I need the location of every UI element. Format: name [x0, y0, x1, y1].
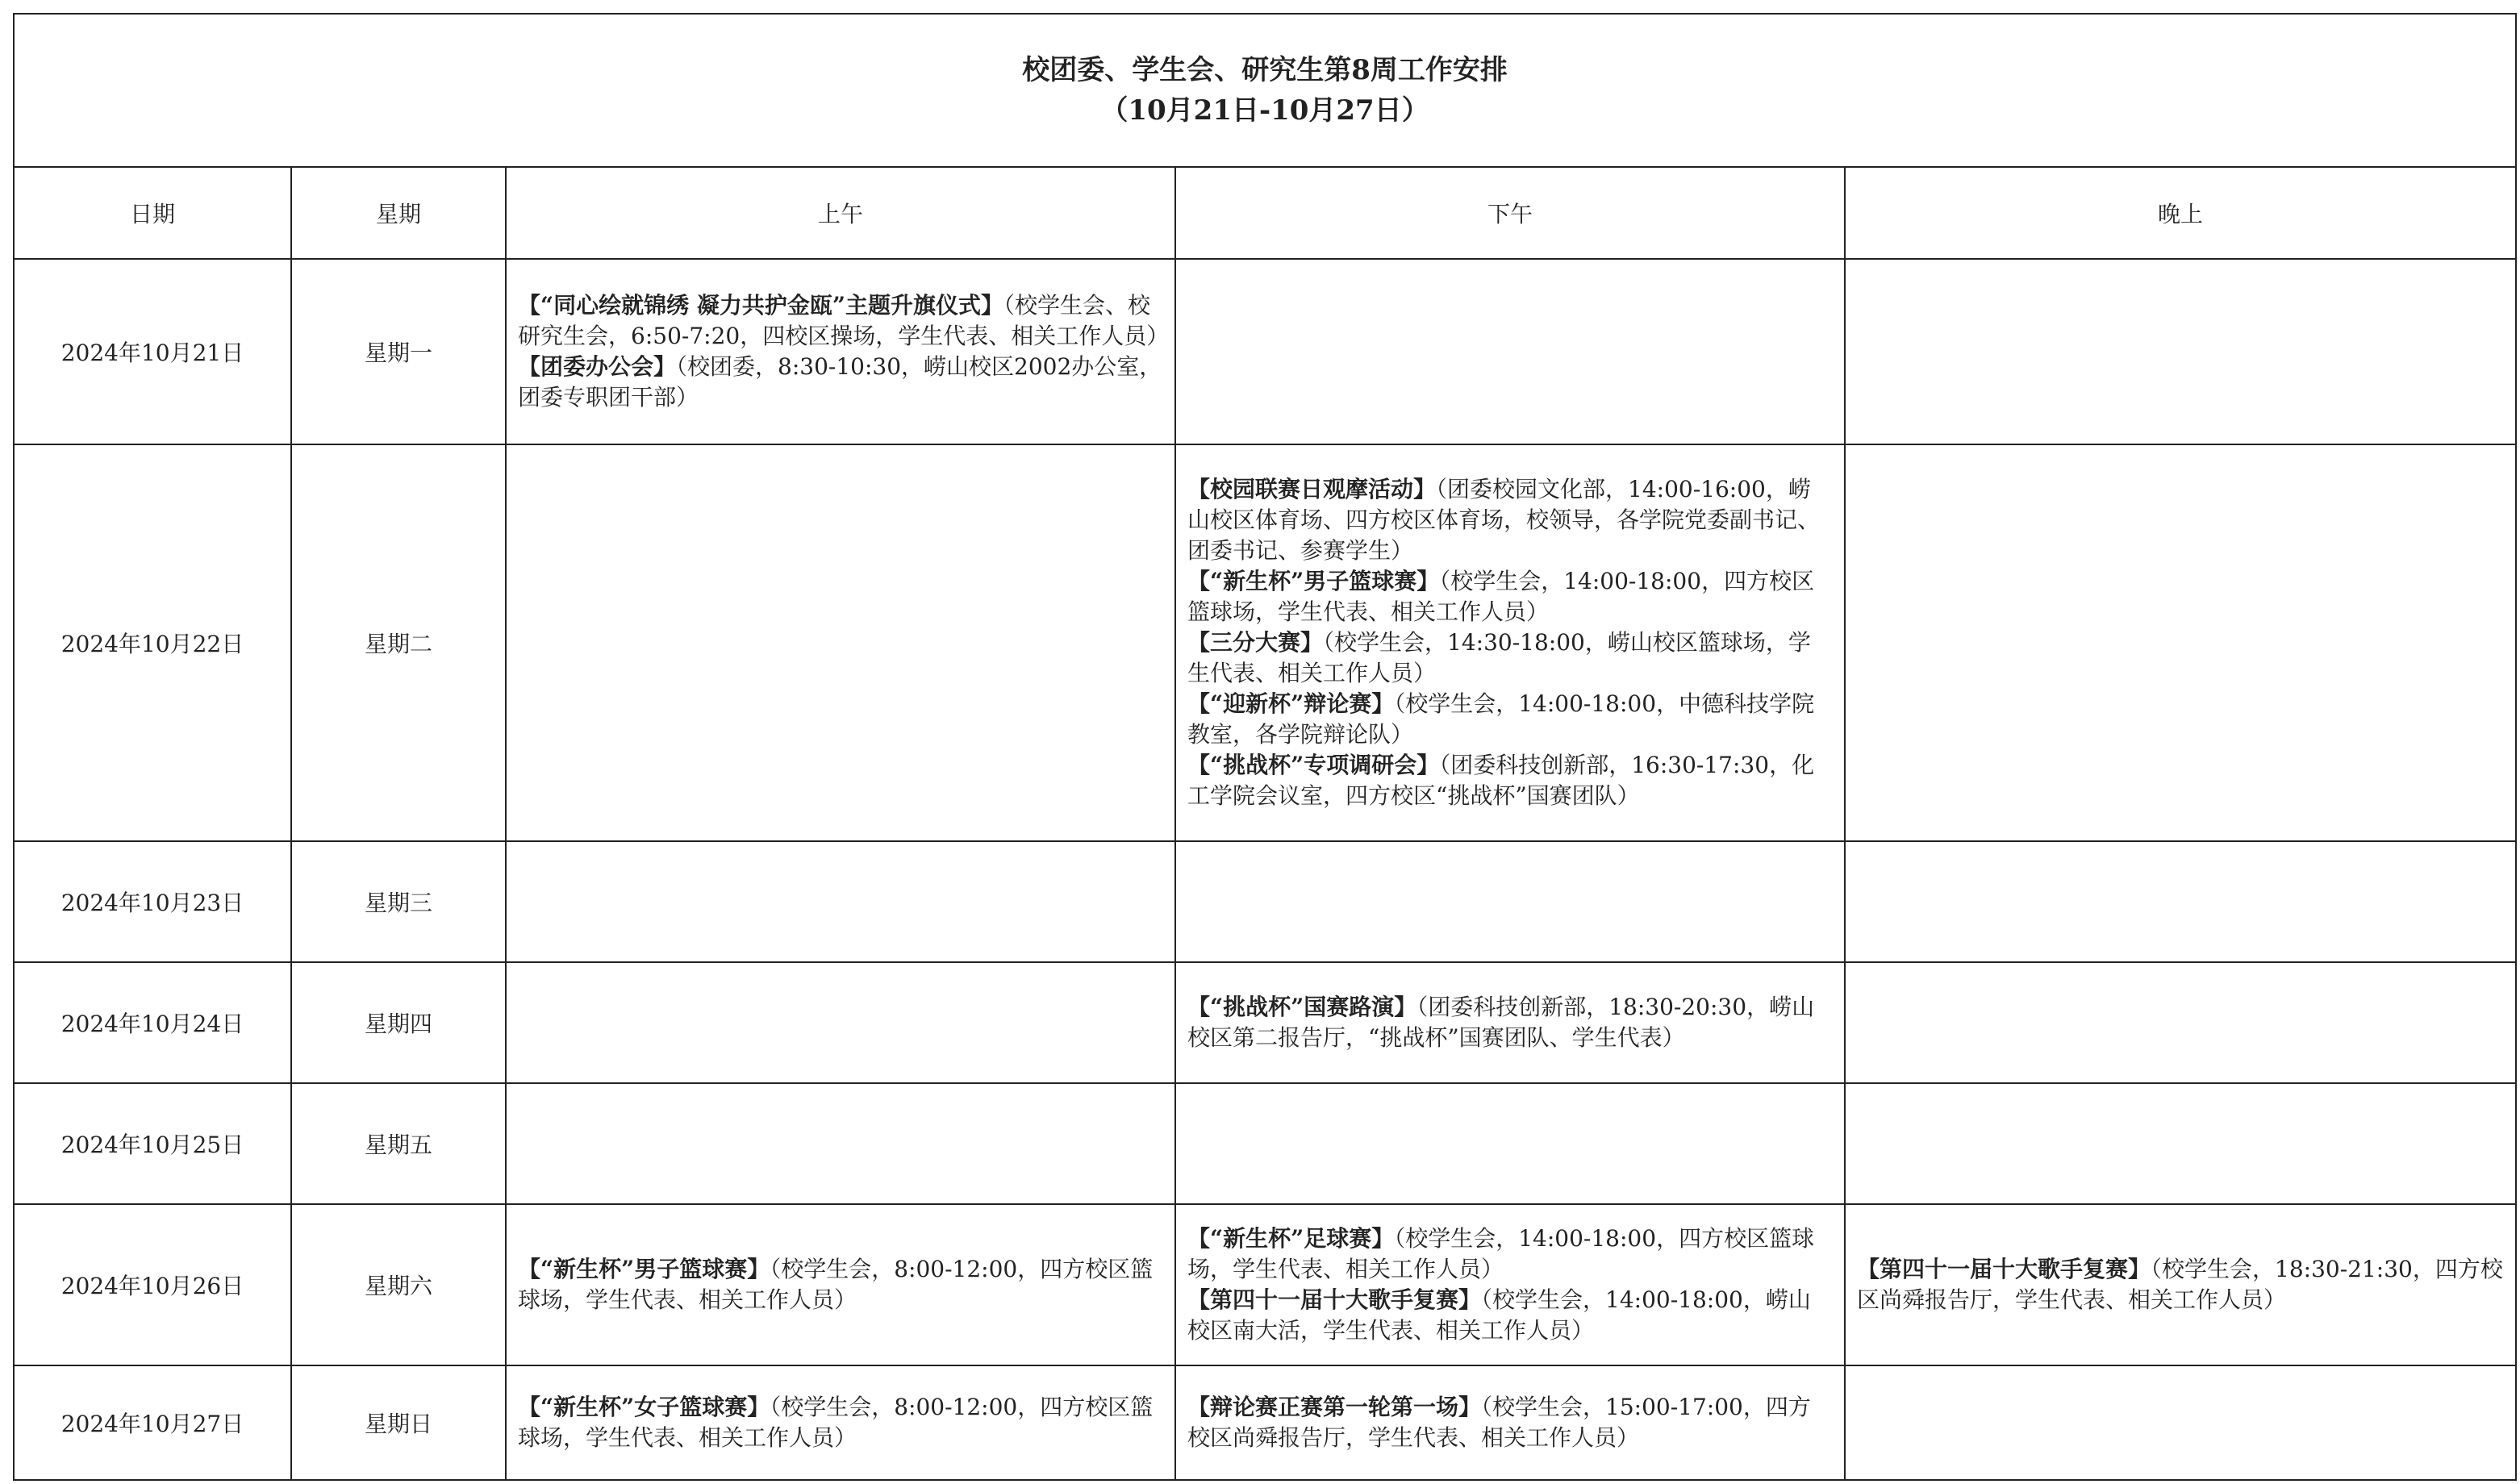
event-entry — [1187, 1223, 1833, 1285]
event-entry — [518, 290, 1170, 352]
event-entry — [1857, 1254, 2504, 1315]
event-detail: （校学生会，14:00-18:00，中德科技学院教室，各学院辩论队） — [1187, 690, 1815, 748]
title-cell — [14, 14, 2516, 167]
schedule-table — [13, 13, 2517, 1481]
event-name: 【“新生杯”足球赛】 — [1187, 1225, 1395, 1252]
morning-cell — [506, 1204, 1175, 1365]
event-name: 【辩论赛正赛第一轮第一场】 — [1187, 1394, 1482, 1420]
date-cell: 2024年10月23日 — [14, 841, 291, 962]
event-detail: （校学生会，18:30-21:30，四方校区尚舜报告厅，学生代表、相关工作人员） — [1857, 1256, 2503, 1313]
afternoon-cell — [1175, 444, 1845, 841]
event-entry — [1187, 750, 1833, 811]
event-name: 【“新生杯”男子篮球赛】 — [1187, 568, 1440, 594]
evening-cell — [1845, 259, 2516, 444]
evening-cell — [1845, 1083, 2516, 1204]
event-name: 【三分大赛】 — [1187, 629, 1324, 656]
morning-cell — [506, 962, 1175, 1083]
event-name: 【第四十一届十大歌手复赛】 — [1187, 1286, 1482, 1313]
date-cell: 2024年10月22日 — [14, 444, 291, 841]
morning-cell — [506, 259, 1175, 444]
event-entry — [518, 1392, 1163, 1453]
weekday-cell: 星期四 — [291, 962, 506, 1083]
event-detail: （校学生会，8:00-12:00，四方校区篮球场，学生代表、相关工作人员） — [518, 1394, 1154, 1451]
weekday-cell: 星期二 — [291, 444, 506, 841]
afternoon-cell — [1175, 841, 1845, 962]
evening-cell — [1845, 1365, 2516, 1480]
afternoon-cell — [1175, 1365, 1845, 1480]
event-entry — [1187, 992, 1833, 1053]
event-detail: （校团委，8:30-10:30，崂山校区2002办公室，团委专职团干部） — [518, 353, 1162, 411]
event-detail: （团委科技创新部，18:30-20:30，崂山校区第二报告厅，“挑战杯”国赛团队、学生代表） — [1187, 994, 1815, 1051]
header-afternoon: 下午 — [1175, 167, 1845, 259]
evening-cell — [1845, 962, 2516, 1083]
evening-cell — [1845, 841, 2516, 962]
date-cell: 2024年10月26日 — [14, 1204, 291, 1365]
table-row — [14, 259, 2516, 444]
afternoon-cell — [1175, 259, 1845, 444]
header-weekday: 星期 — [291, 167, 506, 259]
afternoon-cell — [1175, 962, 1845, 1083]
event-entry — [1187, 627, 1833, 689]
table-row — [14, 841, 2516, 962]
header-evening: 晚上 — [1845, 167, 2516, 259]
header-morning: 上午 — [506, 167, 1175, 259]
evening-cell — [1845, 1204, 2516, 1365]
date-cell: 2024年10月21日 — [14, 259, 291, 444]
date-cell: 2024年10月27日 — [14, 1365, 291, 1480]
date-range: （10月21日-10月27日） — [1100, 94, 1429, 127]
event-name: 【第四十一届十大歌手复赛】 — [1857, 1256, 2151, 1282]
event-name: 【团委办公会】 — [518, 353, 677, 380]
event-detail: （校学生会，14:30-18:00，崂山校区篮球场，学生代表、相关工作人员） — [1187, 629, 1811, 686]
event-name: 【“同心绘就锦绣 凝力共护金瓯”主题升旗仪式】 — [518, 292, 1003, 319]
weekday-cell: 星期日 — [291, 1365, 506, 1480]
afternoon-cell — [1175, 1083, 1845, 1204]
event-detail: （校学生会、校研究生会，6:50-7:20，四校区操场，学生代表、相关工作人员） — [518, 292, 1170, 349]
event-entry — [1187, 1392, 1833, 1453]
header-date: 日期 — [14, 167, 291, 259]
event-name: 【“挑战杯”专项调研会】 — [1187, 752, 1440, 778]
morning-cell — [506, 841, 1175, 962]
event-entry — [1187, 1285, 1833, 1346]
event-detail: （校学生会，14:00-18:00，四方校区篮球场，学生代表、相关工作人员） — [1187, 1225, 1815, 1282]
event-detail: （校学生会，8:00-12:00，四方校区篮球场，学生代表、相关工作人员） — [518, 1256, 1154, 1313]
event-name: 【“挑战杯”国赛路演】 — [1187, 994, 1417, 1020]
morning-cell — [506, 1365, 1175, 1480]
event-name: 【校园联赛日观摩活动】 — [1187, 476, 1437, 502]
event-name: 【“迎新杯”辩论赛】 — [1187, 690, 1395, 717]
event-entry — [518, 352, 1163, 413]
table-row — [14, 962, 2516, 1083]
event-entry — [1187, 566, 1833, 627]
event-detail: （校学生会，14:00-18:00，四方校区篮球场，学生代表、相关工作人员） — [1187, 568, 1815, 625]
weekday-cell: 星期六 — [291, 1204, 506, 1365]
weekday-cell: 星期一 — [291, 259, 506, 444]
morning-cell — [506, 1083, 1175, 1204]
event-name: 【“新生杯”男子篮球赛】 — [518, 1256, 770, 1282]
evening-cell — [1845, 444, 2516, 841]
date-cell: 2024年10月25日 — [14, 1083, 291, 1204]
page-title: 校团委、学生会、研究生第8周工作安排 — [1022, 54, 1508, 86]
afternoon-cell — [1175, 1204, 1845, 1365]
event-detail: （校学生会，14:00-18:00，崂山校区南大活，学生代表、相关工作人员） — [1187, 1286, 1811, 1344]
event-name: 【“新生杯”女子篮球赛】 — [518, 1394, 770, 1420]
event-detail: （团委校园文化部，14:00-16:00，崂山校区体育场、四方校区体育场，校领导，各学院党委副书记、团委书记、参赛学生） — [1187, 476, 1821, 564]
table-row — [14, 444, 2516, 841]
date-cell: 2024年10月24日 — [14, 962, 291, 1083]
event-entry — [1187, 474, 1833, 566]
table-row — [14, 1365, 2516, 1480]
event-entry — [1187, 689, 1833, 750]
weekday-cell: 星期五 — [291, 1083, 506, 1204]
weekday-cell: 星期三 — [291, 841, 506, 962]
morning-cell — [506, 444, 1175, 841]
table-row — [14, 1083, 2516, 1204]
event-detail: （校学生会，15:00-17:00，四方校区尚舜报告厅，学生代表、相关工作人员） — [1187, 1394, 1811, 1451]
table-row — [14, 1204, 2516, 1365]
event-entry — [518, 1254, 1163, 1315]
event-detail: （团委科技创新部，16:30-17:30，化工学院会议室，四方校区“挑战杯”国赛团队） — [1187, 752, 1815, 809]
